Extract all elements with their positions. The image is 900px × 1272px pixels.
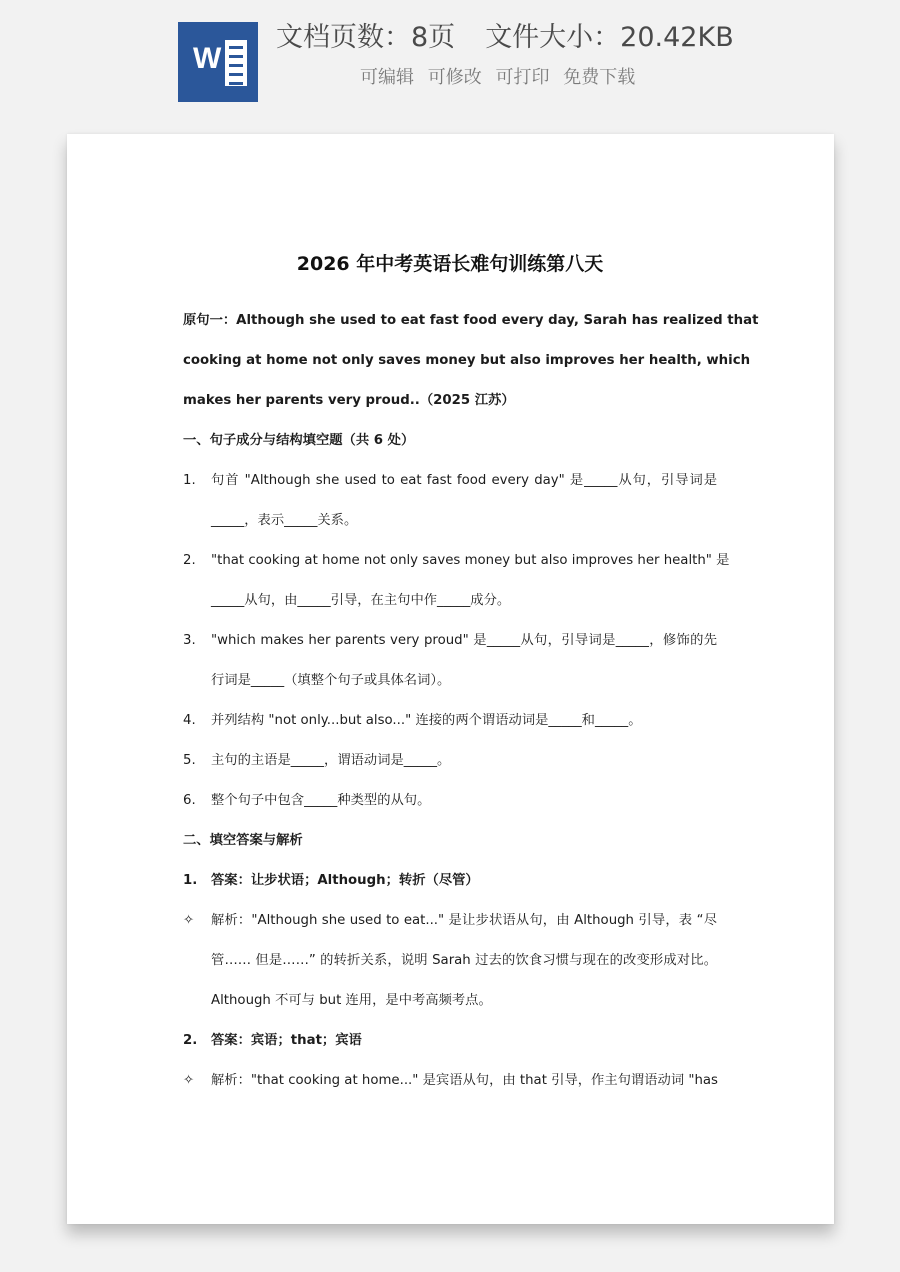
answer-text: 答案：宾语；that；宾语 [211, 1033, 362, 1048]
section-heading: 二、填空答案与解析 [183, 833, 303, 848]
answer-text: 答案：让步状语；Although；转折（尽管） [211, 873, 479, 888]
answer-number: 2. [183, 1033, 198, 1048]
analysis-text: 管…… 但是……” 的转折关系，说明 Sarah 过去的饮食习惯与现在的改变形成对比。 [211, 953, 717, 968]
question-text: 并列结构 "not only...but also..." 连接的两个谓语动词是_____和_____。 [211, 713, 642, 728]
document-page [67, 134, 834, 1224]
question-item [183, 621, 717, 661]
question-number: 5. [183, 753, 196, 768]
question-text: "that cooking at home not only saves money but also improves her health" 是 [211, 553, 730, 568]
question-number: 4. [183, 713, 196, 728]
question-text: _____从句，由_____引导，在主句中作_____成分。 [211, 593, 511, 608]
word-letter-icon: W [193, 42, 222, 75]
question-item [183, 741, 717, 781]
question-item [183, 541, 730, 581]
question-text: _____，表示_____关系。 [211, 513, 358, 528]
file-size: 文件大小：20.42KB [485, 22, 734, 53]
bullet-icon: ✧ [183, 1073, 195, 1088]
original-sentence-line: makes her parents very proud..（2025 江苏） [183, 393, 515, 408]
analysis-text: Although 不可与 but 连用，是中考高频考点。 [211, 993, 492, 1008]
feature-modifiable: 可修改 [427, 67, 482, 88]
analysis-item [183, 901, 717, 941]
question-item [183, 781, 717, 821]
question-number: 6. [183, 793, 196, 808]
feature-free-download: 免费下载 [563, 67, 636, 88]
download-header [0, 0, 900, 120]
question-text: 句首 "Although she used to eat fast food every day" 是_____从句，引导词是 [211, 473, 717, 488]
answer-item [183, 1021, 717, 1061]
section-heading: 一、句子成分与结构填空题（共 6 处） [183, 433, 415, 448]
original-sentence-line: cooking at home not only saves money but also improves her health, which [183, 353, 751, 368]
question-text: "which makes her parents very proud" 是_____从句，引导词是_____，修饰的先 [211, 633, 717, 648]
question-number: 3. [183, 633, 196, 648]
analysis-text: 解析："Although she used to eat..." 是让步状语从句，由 Although 引导，表 “尽 [211, 913, 717, 928]
question-text: 主句的主语是_____，谓语动词是_____。 [211, 753, 451, 768]
question-text: 行词是_____（填整个句子或具体名词）。 [211, 673, 451, 688]
answer-number: 1. [183, 873, 198, 888]
feature-printable: 可打印 [495, 67, 550, 88]
feature-editable: 可编辑 [360, 67, 414, 88]
document-lines-icon [225, 40, 247, 86]
answer-item [183, 861, 717, 901]
question-item [183, 701, 717, 741]
question-item [183, 461, 717, 501]
document-title: 2026 年中考英语长难句训练第八天 [296, 253, 604, 275]
question-number: 1. [183, 473, 196, 488]
analysis-text: 解析："that cooking at home..." 是宾语从句，由 that 引导，作主句谓语动词 "has [211, 1073, 718, 1088]
question-number: 2. [183, 553, 196, 568]
question-text: 整个句子中包含_____种类型的从句。 [211, 793, 431, 808]
analysis-item [183, 1061, 717, 1101]
original-sentence-line: 原句一：Although she used to eat fast food every day, Sarah has realized that [183, 313, 759, 328]
page-count: 文档页数：8页 [276, 22, 456, 53]
bullet-icon: ✧ [183, 913, 195, 928]
file-meta [276, 18, 734, 58]
word-document-icon [178, 22, 258, 102]
feature-list [360, 64, 643, 92]
